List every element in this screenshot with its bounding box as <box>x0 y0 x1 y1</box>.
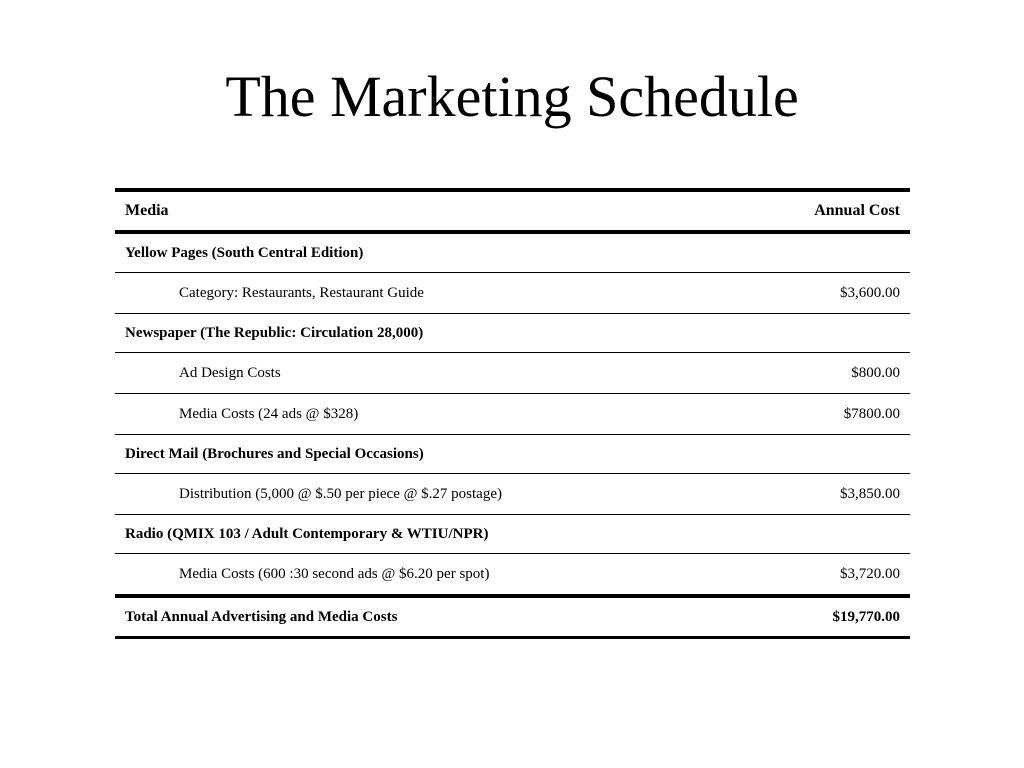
media-column-header: Media <box>115 190 743 232</box>
table-row-item <box>115 394 910 435</box>
total-label: Total Annual Advertising and Media Costs <box>115 596 743 638</box>
media-cell: Distribution (5,000 @ $.50 per piece @ $.27 postage) <box>115 474 743 515</box>
table-row-category <box>115 435 910 474</box>
media-cell: Ad Design Costs <box>115 353 743 394</box>
cost-cell: $3,850.00 <box>743 474 910 515</box>
table-row-category <box>115 232 910 273</box>
table-row-category <box>115 314 910 353</box>
media-cell: Media Costs (600 :30 second ads @ $6.20 per spot) <box>115 554 743 597</box>
marketing-schedule-table <box>115 188 910 639</box>
cost-cell: $7800.00 <box>743 394 910 435</box>
media-cell: Yellow Pages (South Central Edition) <box>115 232 743 273</box>
total-value: $19,770.00 <box>743 596 910 638</box>
cost-cell <box>743 232 910 273</box>
cost-cell <box>743 515 910 554</box>
media-cell: Newspaper (The Republic: Circulation 28,000) <box>115 314 743 353</box>
page-title: The Marketing Schedule <box>225 64 799 129</box>
cost-cell: $3,600.00 <box>743 273 910 314</box>
table-row-category <box>115 515 910 554</box>
table-header-row <box>115 190 910 232</box>
table-row-item <box>115 353 910 394</box>
table-row-item <box>115 554 910 597</box>
media-cell: Category: Restaurants, Restaurant Guide <box>115 273 743 314</box>
table-row-item <box>115 474 910 515</box>
media-cell: Direct Mail (Brochures and Special Occasions) <box>115 435 743 474</box>
annual-cost-column-header: Annual Cost <box>743 190 910 232</box>
cost-cell: $3,720.00 <box>743 554 910 597</box>
cost-cell <box>743 314 910 353</box>
media-cell: Media Costs (24 ads @ $328) <box>115 394 743 435</box>
table-total-row <box>115 596 910 638</box>
table-row-item <box>115 273 910 314</box>
media-cell: Radio (QMIX 103 / Adult Contemporary & WTIU/NPR) <box>115 515 743 554</box>
cost-cell: $800.00 <box>743 353 910 394</box>
cost-cell <box>743 435 910 474</box>
